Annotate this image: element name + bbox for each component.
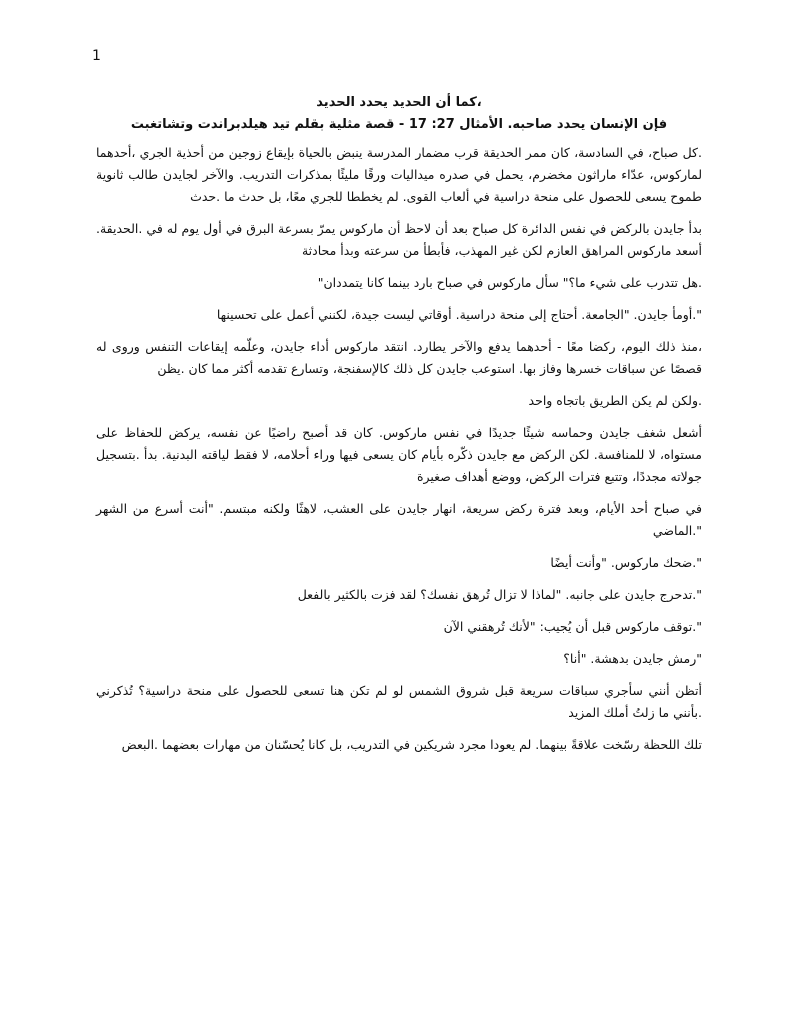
paragraph: .هل تتدرب على شيء ما؟" سأل ماركوس في صباح بارد بينما كانا يتمددان" xyxy=(317,275,702,290)
document-body xyxy=(96,92,702,766)
page-number: 1 xyxy=(92,48,101,64)
paragraph: .ولكن لم يكن الطريق باتجاه واحد xyxy=(528,393,702,408)
paragraph: .كل صباح، في السادسة، كان ممر الحديقة قرب مضمار المدرسة ينبض بالحياة بإيقاع زوجين من أحذية الجري ،أحدهما لماركوس، عدّاء ماراثون مخضرم، يحمل في صدره ميداليات ورقًا مليئًا بمذكرات التدريب. والآخر لجايدن طالب ثانوية طموح يسعى للحصول على منحة دراسية في ألعاب القوى. لم يخططا للجري معًا، بل حدث ما .حدث xyxy=(96,145,702,204)
paragraph: تلك اللحظة رسّخت علاقةً بينهما. لم يعودا مجرد شريكين في التدريب، بل كانا يُحسّنان من مهارات بعضهما .البعض xyxy=(121,737,702,752)
paragraph: أشعل شغف جايدن وحماسه شيئًا جديدًا في نفس ماركوس. كان قد أصبح راضيًا عن نفسه، يركض للحفاظ على مستواه، لا للمنافسة. لكن الركض مع جايدن ذكّره بأيام كان يسعى فيها وراء أحلامه، لا فقط لياقته البدنية. بدأ .بتسجيل جولاته مجددًا، وتتبع فترات الركض، ووضع أهداف صغيرة xyxy=(96,425,702,484)
paragraph: بدأ جايدن بالركض في نفس الدائرة كل صباح بعد أن لاحظ أن ماركوس يمرّ بسرعة البرق في أول يوم له في .الحديقة. أسعد ماركوس المراهق العازم لكن غير المهذب، فأبطأ من سرعته وبدأ محادثة xyxy=(96,221,702,258)
paragraph: ،منذ ذلك اليوم، ركضا معًا - أحدهما يدفع والآخر يطارد. انتقد ماركوس أداء جايدن، وعلّمه إيقاعات التنفس وروى له قصصًا عن سباقات خسرها وفاز بها. استوعب جايدن كل ذلك كالإسفنجة، وتسارع تقدمه أكثر مما كان .يظن xyxy=(96,339,702,376)
paragraph: ".تدحرج جايدن على جانبه. "لماذا لا تزال تُرهق نفسك؟ لقد فزت بالكثير بالفعل xyxy=(297,587,702,602)
paragraph: أتظن أنني سأجري سباقات سريعة قبل شروق الشمس لو لم تكن هنا تسعى للحصول على منحة دراسية؟ تُذكرني .بأنني ما زلتُ أملك المزيد xyxy=(96,683,702,720)
paragraph: في صباح أحد الأيام، وبعد فترة ركض سريعة، انهار جايدن على العشب، لاهثًا ولكنه مبتسم. "أنت أسرع من الشهر ".الماضي xyxy=(96,501,702,538)
paragraph: ".ضحك ماركوس. "وأنت أيضًا xyxy=(550,555,702,570)
paragraph: ".توقف ماركوس قبل أن يُجيب: "لأنك تُرهقني الآن xyxy=(443,619,702,634)
paragraph: ".أومأ جايدن. "الجامعة. أحتاج إلى منحة دراسية. أوقاتي ليست جيدة، لكنني أعمل على تحسينها xyxy=(216,307,702,322)
title-line-1: ،كما أن الحديد يحدد الحديد xyxy=(316,95,482,110)
paragraph: "رمش جايدن بدهشة. "أنا؟ xyxy=(563,651,702,666)
title-line-2: فإن الإنسان يحدد صاحبه. الأمثال 27: 17 - قصة مثلية بقلم تيد هيلدبراندت وتشاتغبت xyxy=(130,117,668,132)
